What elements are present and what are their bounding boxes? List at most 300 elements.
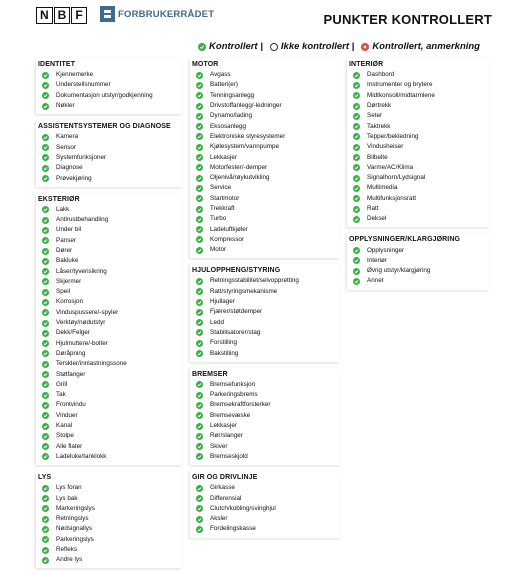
- section-gir-og-drivlinje: [190, 471, 340, 537]
- checklist-item: [38, 504, 182, 514]
- checklist-item: [38, 142, 182, 152]
- section-title: BREMSER: [192, 370, 228, 378]
- checklist-item-label: Lekkasjer: [210, 153, 237, 161]
- checklist-item-label: Kompressor: [210, 235, 244, 243]
- check-circle-icon: [42, 392, 49, 399]
- section-title: IDENTITET: [38, 61, 76, 68]
- checklist-item-label: Instrumenter og brytere: [367, 81, 433, 89]
- check-circle-icon: [42, 289, 49, 296]
- checklist-item: [192, 421, 340, 431]
- check-circle-icon: [42, 350, 49, 357]
- checklist-item-label: Signalhorn/Lydsignal: [367, 174, 426, 182]
- check-circle-icon: [196, 113, 203, 120]
- checklist-item: [349, 70, 489, 80]
- check-circle-icon: [42, 206, 49, 213]
- checklist-item: [38, 308, 182, 318]
- checklist-item-label: Eksosanlegg: [210, 122, 247, 130]
- check-circle-icon: [42, 536, 49, 543]
- checklist-item-label: Låser/tyverisikring: [56, 267, 107, 275]
- forbrukerradet-logo: [100, 6, 214, 22]
- page-header: [0, 0, 526, 34]
- check-circle-icon: [42, 268, 49, 275]
- checklist-item-label: Dører: [56, 247, 73, 254]
- check-circle-icon: [353, 113, 360, 120]
- check-circle-icon: [353, 103, 360, 110]
- check-circle-icon: [42, 134, 49, 141]
- check-circle-icon: [42, 340, 49, 347]
- section-assistentsystemer-og-diagnose: [36, 120, 182, 186]
- nbf-logo-letter: N: [36, 7, 53, 24]
- section-title: LYS: [38, 474, 52, 482]
- section-hjuloppheng-styring: [190, 264, 340, 361]
- checklist-item-label: Refleks: [56, 546, 77, 554]
- checklist-item-label: Lys foran: [56, 484, 82, 492]
- check-circle-icon: [353, 185, 360, 192]
- check-circle-icon: [353, 154, 360, 161]
- checklist-item: [349, 121, 489, 131]
- checklist-item: [38, 483, 182, 493]
- check-circle-icon: [196, 319, 203, 326]
- legend-item-ok: [198, 41, 263, 52]
- checklist-item-label: Terskler/innlastningssone: [56, 360, 127, 368]
- check-circle-icon: [196, 92, 203, 99]
- checklist-column-2: [190, 58, 340, 544]
- check-circle-icon: [353, 268, 360, 275]
- checklist-item: [38, 101, 182, 111]
- checklist-item: [192, 380, 340, 390]
- check-circle-icon: [42, 423, 49, 430]
- checklist-item-label: Kanal: [56, 422, 73, 430]
- check-circle-icon: [42, 381, 49, 388]
- checklist-item: [38, 545, 182, 555]
- nbf-logo: [36, 7, 88, 24]
- checklist-item: [192, 142, 340, 152]
- checklist-item: [38, 514, 182, 524]
- check-circle-icon: [196, 340, 203, 347]
- checklist-item-label: Verktøy/nødutstyr: [56, 319, 106, 327]
- checklist-column-1: [36, 58, 182, 574]
- check-circle-icon: [196, 103, 203, 110]
- checklist-item-label: Stabilisatorer/stag: [210, 328, 261, 336]
- check-circle-icon: [198, 43, 206, 51]
- check-circle-icon: [42, 361, 49, 368]
- checklist-item: [38, 205, 182, 215]
- section-motor: [190, 58, 340, 258]
- checklist-item-label: Motorfester/-demper: [210, 163, 268, 171]
- legend-label: Kontrollert |: [209, 41, 263, 52]
- nbf-logo-letter: F: [71, 7, 86, 24]
- checklist-item: [192, 287, 340, 297]
- checklist-item-label: Korrosjon: [56, 298, 83, 306]
- checklist-item-label: Frontvindu: [56, 401, 86, 409]
- checklist-item: [192, 132, 340, 142]
- checklist-item: [192, 452, 340, 462]
- checklist-item-label: Oljenivå/røykutvikling: [210, 174, 270, 182]
- check-circle-icon: [42, 258, 49, 265]
- checklist-item-label: Systemfunksjoner: [56, 153, 107, 161]
- checklist-item-label: Grill: [56, 380, 68, 388]
- checklist-item: [192, 173, 340, 183]
- check-circle-icon: [42, 227, 49, 234]
- check-circle-icon: [42, 320, 49, 327]
- check-circle-icon: [42, 453, 49, 460]
- check-circle-icon: [196, 226, 203, 233]
- check-circle-icon: [42, 217, 49, 224]
- checklist-item: [192, 400, 340, 410]
- check-circle-icon: [42, 165, 49, 172]
- checklist-item-label: Tepper/bekledning: [367, 132, 419, 140]
- checklist-item-label: Dekk/Felger: [56, 329, 90, 337]
- check-circle-icon: [42, 412, 49, 419]
- checklist-item-label: Midtkonsoll/midtarmlene: [367, 91, 435, 99]
- checklist-item-label: Forstilling: [210, 339, 237, 347]
- check-circle-icon: [196, 402, 203, 409]
- checklist-item-label: Drivstoffanlegg/-ledninger: [210, 102, 282, 110]
- checklist-item-label: Bilbelte: [367, 153, 388, 161]
- check-circle-icon: [196, 412, 203, 419]
- checklist-item: [349, 80, 489, 90]
- check-circle-icon: [196, 299, 203, 306]
- checklist-item: [38, 390, 182, 400]
- checklist-item: [349, 132, 489, 142]
- checklist-item-label: Lekkasjer: [210, 422, 237, 430]
- check-circle-icon: [196, 236, 203, 243]
- checklist-item-label: Alle flater: [56, 442, 83, 450]
- checklist-item: [349, 142, 489, 152]
- checklist-item-label: Taktrekk: [367, 122, 391, 130]
- checklist-item: [349, 152, 489, 162]
- checklist-item-label: Parkeringslys: [56, 535, 94, 543]
- checklist-column-3: [347, 58, 489, 296]
- checklist-item: [192, 224, 340, 234]
- checklist-item: [38, 173, 182, 183]
- checklist-item: [192, 328, 340, 338]
- checklist-item: [192, 121, 340, 131]
- checklist-item-label: Antirustbehandling: [56, 216, 109, 224]
- check-circle-icon: [196, 485, 203, 492]
- checklist-item: [192, 483, 340, 493]
- checklist-item-label: Bremseskjold: [210, 452, 248, 460]
- checklist-item: [192, 276, 340, 286]
- checklist-item-label: Prøvekjøring: [56, 174, 92, 182]
- check-circle-icon: [42, 237, 49, 244]
- checklist-item-label: Kamera: [56, 133, 79, 141]
- checklist-item-label: Sensor: [56, 143, 76, 151]
- check-circle-icon: [353, 133, 360, 140]
- checklist-item: [349, 214, 489, 224]
- check-circle-icon: [42, 495, 49, 502]
- checklist-item: [192, 307, 340, 317]
- checklist-item-label: Fjærer/støtdemper: [210, 308, 263, 316]
- checklist-item: [38, 287, 182, 297]
- checklist-item-label: Andre lys: [56, 556, 83, 564]
- checklist-item: [38, 236, 182, 246]
- checklist-item-label: Differensial: [210, 494, 242, 502]
- cross-circle-icon: [361, 43, 369, 51]
- checklist-item: [38, 349, 182, 359]
- check-circle-icon: [42, 309, 49, 316]
- checklist-item: [38, 431, 182, 441]
- check-circle-icon: [196, 526, 203, 533]
- checklist-item: [349, 91, 489, 101]
- checklist-item: [38, 132, 182, 142]
- checklist-item: [192, 493, 340, 503]
- check-circle-icon: [353, 206, 360, 213]
- section-title: HJULOPPHENG/STYRING: [192, 267, 281, 275]
- checklist-item: [38, 318, 182, 328]
- check-circle-icon: [196, 247, 203, 254]
- check-circle-icon: [353, 92, 360, 99]
- checklist-item: [38, 369, 182, 379]
- checklist-item: [192, 524, 340, 534]
- check-circle-icon: [196, 206, 203, 213]
- checklist-item: [349, 245, 489, 255]
- checklist-item-label: Ratt/styringsmekanisme: [210, 287, 278, 295]
- checklist-item-label: Skjermer: [56, 277, 82, 285]
- section-opplysninger-klargjoring: [347, 233, 489, 289]
- check-circle-icon: [196, 516, 203, 523]
- check-circle-icon: [42, 443, 49, 450]
- section-title: GIR OG DRIVLINJE: [192, 474, 258, 482]
- check-circle-icon: [353, 216, 360, 223]
- checklist-item: [38, 555, 182, 565]
- check-circle-icon: [353, 72, 360, 79]
- check-circle-icon: [196, 423, 203, 430]
- checklist-item: [192, 514, 340, 524]
- checklist-item-label: Døråpning: [56, 349, 86, 357]
- checklist-item-label: Trekkraft: [210, 205, 235, 212]
- check-circle-icon: [42, 103, 49, 110]
- checklist-item-label: Støtfanger: [56, 370, 86, 378]
- checklist-item-label: Bremsekraftforsterker: [210, 401, 271, 409]
- checklist-item: [349, 183, 489, 193]
- check-circle-icon: [42, 299, 49, 306]
- check-circle-icon: [42, 505, 49, 512]
- checklist-item: [38, 380, 182, 390]
- check-circle-icon: [353, 257, 360, 264]
- checklist-item: [192, 245, 340, 255]
- checklist-item: [192, 163, 340, 173]
- checklist-item: [349, 101, 489, 111]
- check-circle-icon: [42, 278, 49, 285]
- checklist-item: [349, 163, 489, 173]
- check-circle-icon: [196, 133, 203, 140]
- checklist-item: [38, 328, 182, 338]
- checklist-item: [38, 246, 182, 256]
- check-circle-icon: [42, 526, 49, 533]
- section-title: EKSTERIØR: [38, 195, 80, 203]
- check-circle-icon: [42, 330, 49, 337]
- check-circle-icon: [353, 278, 360, 285]
- check-circle-icon: [196, 329, 203, 336]
- checklist-item: [38, 91, 182, 101]
- checklist-item: [192, 80, 340, 90]
- checklist-item-label: Parkeringsbrems: [210, 391, 258, 399]
- check-circle-icon: [196, 495, 203, 502]
- checklist-item: [38, 411, 182, 421]
- nbf-logo-letter: B: [54, 7, 71, 24]
- checklist-item: [192, 235, 340, 245]
- checklist-item-label: Bakluke: [56, 257, 79, 265]
- checklist-item-label: Nøkler: [56, 102, 75, 110]
- check-circle-icon: [196, 443, 203, 450]
- check-circle-icon: [196, 185, 203, 192]
- checklist-item-label: Multifunksjonsratt: [367, 194, 416, 202]
- checklist-item-label: Ladeluke/tanklokk: [56, 452, 107, 460]
- checklist-item-label: Hjullager: [210, 298, 235, 306]
- check-circle-icon: [353, 82, 360, 89]
- checklist-item: [349, 276, 489, 286]
- checklist-item: [38, 80, 182, 90]
- checklist-item-label: Fordelingskasse: [210, 525, 256, 533]
- legend-label: Ikke kontrollert |: [280, 41, 355, 52]
- check-circle-icon: [196, 505, 203, 512]
- check-circle-icon: [42, 516, 49, 523]
- checklist-item-label: Lys bak: [56, 494, 78, 502]
- checklist-item-label: Hjulmuttere/-bolter: [56, 339, 108, 347]
- checklist-item-label: Speil: [56, 288, 71, 296]
- checklist-item: [192, 111, 340, 121]
- check-circle-icon: [196, 288, 203, 295]
- checklist-item-label: Kjølesystem/vannpumpe: [210, 143, 279, 151]
- checklist-item-label: Vinduspussere/-spyler: [56, 308, 119, 316]
- checklist-item: [349, 111, 489, 121]
- status-legend: [191, 41, 480, 52]
- check-circle-icon: [42, 485, 49, 492]
- checklist-item: [349, 204, 489, 214]
- check-circle-icon: [42, 371, 49, 378]
- checklist-item: [192, 338, 340, 348]
- check-circle-icon: [196, 164, 203, 171]
- checklist-item-label: Opplysninger: [367, 246, 405, 254]
- checklist-item: [38, 535, 182, 545]
- checklist-item-label: Startmotor: [210, 194, 240, 202]
- checklist-item: [38, 153, 182, 163]
- check-circle-icon: [196, 392, 203, 399]
- checklist-item: [192, 431, 340, 441]
- checklist-item-label: Interiør: [367, 256, 387, 264]
- checklist-item: [38, 277, 182, 287]
- check-circle-icon: [42, 433, 49, 440]
- checklist-item-label: Vindusheiser: [367, 143, 404, 151]
- check-circle-icon: [196, 350, 203, 357]
- section-interior: [347, 58, 489, 227]
- check-circle-icon: [353, 175, 360, 182]
- check-circle-icon: [353, 123, 360, 130]
- checklist-item-label: Clutch/kobling/svinghjul: [210, 504, 276, 512]
- check-circle-icon: [196, 195, 203, 202]
- checklist-item-label: Elektroniske styresystemer: [210, 132, 286, 140]
- checklist-item: [349, 266, 489, 276]
- checklist-item: [192, 348, 340, 358]
- check-circle-icon: [353, 195, 360, 202]
- check-circle-icon: [42, 82, 49, 89]
- checklist-item: [192, 183, 340, 193]
- section-title: ASSISTENTSYSTEMER OG DIAGNOSE: [38, 123, 171, 131]
- checklist-item-label: Lakk: [56, 205, 70, 213]
- checklist-item: [38, 359, 182, 369]
- checklist-item-label: Dokumentasjon utstyr/godkjenning: [56, 91, 153, 99]
- checklist-item: [38, 266, 182, 276]
- check-circle-icon: [196, 82, 203, 89]
- check-circle-icon: [196, 278, 203, 285]
- checklist-item: [192, 318, 340, 328]
- check-circle-icon: [353, 164, 360, 171]
- checklist-item: [349, 173, 489, 183]
- checklist-item: [192, 194, 340, 204]
- checklist-item-label: Under bil: [56, 226, 82, 234]
- legend-label: Kontrollert, anmerkning: [372, 41, 480, 52]
- section-eksterior: [36, 193, 182, 465]
- checklist-item-label: Vinduer: [56, 411, 78, 419]
- section-title: INTERIØR: [349, 61, 384, 68]
- check-circle-icon: [196, 175, 203, 182]
- forbrukerradet-logo-icon: [100, 6, 115, 22]
- checklist-item-label: Ratt: [367, 205, 379, 212]
- checklist-item-label: Tak: [56, 391, 66, 399]
- checklist-item: [192, 504, 340, 514]
- checklist-item: [38, 225, 182, 235]
- section-bremser: [190, 368, 340, 465]
- check-circle-icon: [196, 453, 203, 460]
- checklist-item-label: Dashbord: [367, 71, 395, 79]
- checklist-item-label: Tenningsanlegg: [210, 91, 255, 99]
- checklist-item-label: Varme/AC/Klima: [367, 163, 414, 171]
- checklist-item: [192, 70, 340, 80]
- checklist-item: [38, 215, 182, 225]
- section-title: MOTOR: [192, 61, 219, 68]
- checklist-item-label: Motor: [210, 246, 227, 254]
- section-lys: [36, 471, 182, 568]
- forbrukerradet-logo-text: FORBRUKERRÅDET: [118, 8, 215, 20]
- checklist-item: [192, 411, 340, 421]
- checklist-item-label: Stolpe: [56, 432, 74, 440]
- checklist-item-label: Service: [210, 184, 231, 192]
- checklist-item-label: Dynamo/lading: [210, 112, 253, 120]
- checklist-item: [38, 524, 182, 534]
- checklist-item: [349, 256, 489, 266]
- check-circle-icon: [42, 154, 49, 161]
- checklist-item: [192, 101, 340, 111]
- check-circle-icon: [42, 402, 49, 409]
- checklist-item-label: Retningsstabilitet/selvoppretting: [210, 277, 299, 285]
- checklist-item-label: Batteri(er): [210, 81, 238, 89]
- check-circle-icon: [196, 144, 203, 151]
- checklist-item-label: Kjennemerke: [56, 71, 94, 79]
- checklist-item: [192, 91, 340, 101]
- checklist-item-label: Seter: [367, 112, 383, 120]
- checklist-item: [38, 442, 182, 452]
- checklist-item-label: Avgass: [210, 71, 231, 79]
- checklist-item: [38, 256, 182, 266]
- checklist-item: [192, 152, 340, 162]
- check-circle-icon: [196, 309, 203, 316]
- checklist-item-label: Ledd: [210, 318, 225, 326]
- checklist-item: [192, 442, 340, 452]
- page-title: PUNKTER KONTROLLERT: [323, 12, 492, 27]
- checklist-item: [38, 421, 182, 431]
- checklist-item-label: Girkasse: [210, 484, 235, 492]
- checklist-item: [349, 194, 489, 204]
- checklist-item-label: Dørtrekk: [367, 102, 392, 110]
- checklist-item-label: Aksler: [210, 515, 228, 523]
- check-circle-icon: [196, 433, 203, 440]
- checklist-item-label: Bakstilling: [210, 349, 239, 357]
- checklist-item: [38, 339, 182, 349]
- check-circle-icon: [196, 154, 203, 161]
- checklist-item-label: Bremsevæske: [210, 411, 251, 419]
- checklist-item-label: Panser: [56, 236, 76, 244]
